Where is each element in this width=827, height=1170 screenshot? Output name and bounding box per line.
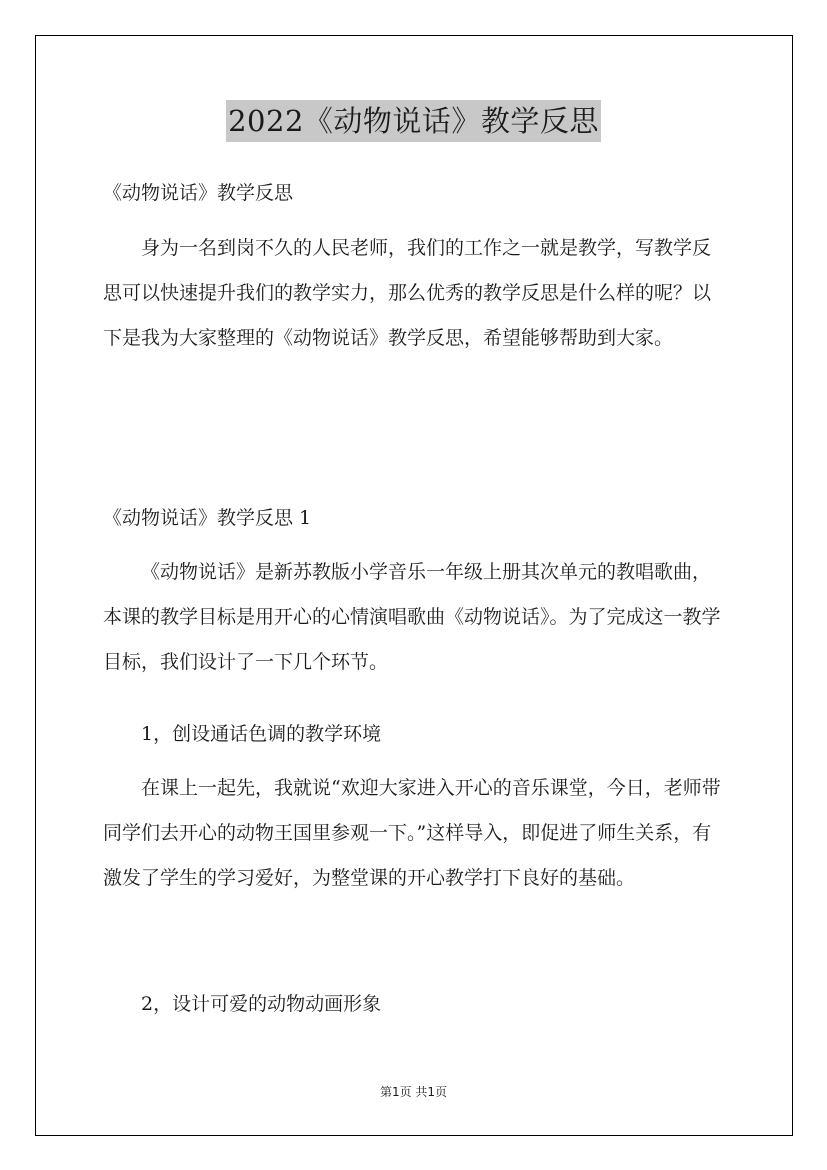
point-1-heading: 1，创设通话色调的教学环境 <box>141 723 382 745</box>
title-container <box>0 100 827 142</box>
section-intro-paragraph: 《动物说话》是新苏教版小学音乐一年级上册其次单元的教唱歌曲，本课的教学目标是用开心的心情演唱歌曲《动物说话》。为了完成这一教学目标，我们设计了一下几个环节。 <box>103 561 721 673</box>
section-heading: 《动物说话》教学反思 1 <box>103 507 312 529</box>
document-title: 2022《动物说话》教学反思 <box>226 100 601 142</box>
page-number: 第1页 共1页 <box>379 1085 448 1099</box>
point-1-paragraph: 在课上一起先，我就说“欢迎大家进入开心的音乐课堂，今日，老师带同学们去开心的动物王国里参观一下。”这样导入，即促进了师生关系，有激发了学生的学习爱好，为整堂课的开心教学打下良好的基础。 <box>103 777 721 889</box>
intro-paragraph: 身为一名到岗不久的人民老师，我们的工作之一就是教学，写教学反思可以快速提升我们的教学实力，那么优秀的教学反思是什么样的呢？以下是我为大家整理的《动物说话》教学反思，希望能够帮助到大家。 <box>103 237 712 349</box>
point-2-heading: 2，设计可爱的动物动画形象 <box>141 993 382 1015</box>
page-footer <box>0 1084 827 1100</box>
subtitle: 《动物说话》教学反思 <box>103 182 294 204</box>
